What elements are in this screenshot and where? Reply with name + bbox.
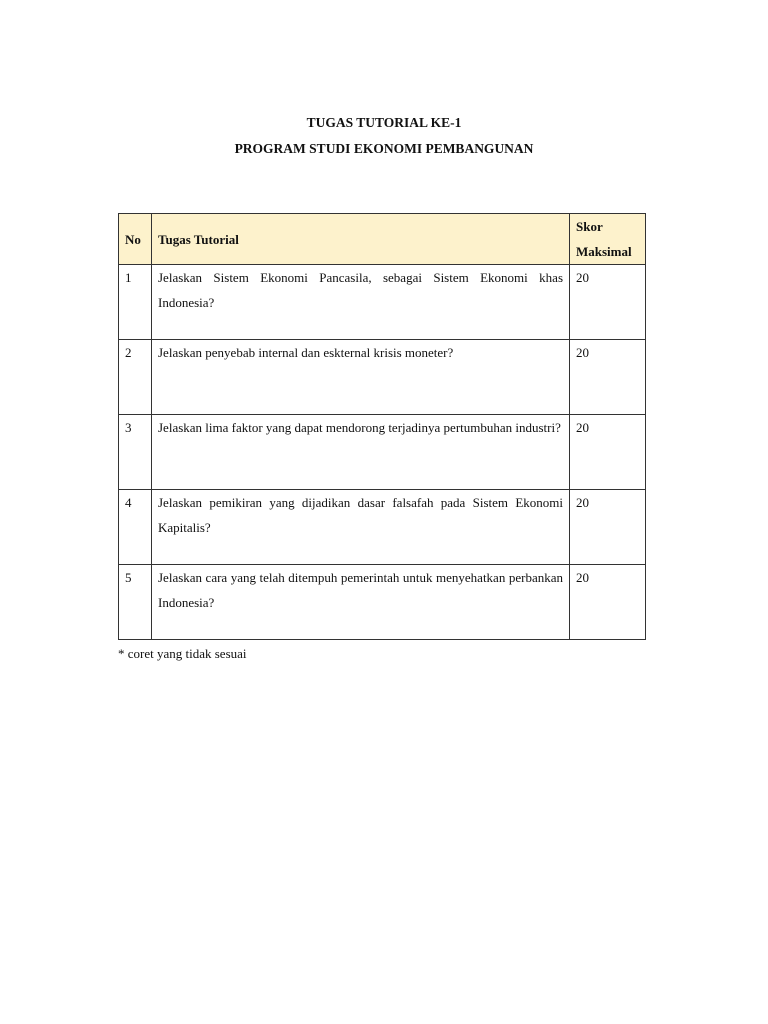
table-header-row bbox=[119, 214, 646, 265]
max-score: 20 bbox=[570, 265, 646, 340]
row-number: 5 bbox=[119, 565, 152, 640]
task-text: Jelaskan penyebab internal dan eskternal krisis moneter? bbox=[152, 340, 570, 415]
document-title: TUGAS TUTORIAL KE-1 bbox=[306, 115, 462, 130]
tutorial-table bbox=[118, 213, 646, 640]
table-row bbox=[119, 340, 646, 415]
row-number: 2 bbox=[119, 340, 152, 415]
table-body bbox=[119, 265, 646, 640]
column-header-score-line1: Skor bbox=[576, 219, 603, 234]
max-score: 20 bbox=[570, 565, 646, 640]
footnote: * coret yang tidak sesuai bbox=[118, 646, 247, 661]
max-score: 20 bbox=[570, 490, 646, 565]
table-row bbox=[119, 565, 646, 640]
task-text: Jelaskan lima faktor yang dapat mendorong terjadinya pertumbuhan industri? bbox=[152, 415, 570, 490]
column-header-task: Tugas Tutorial bbox=[152, 214, 570, 265]
task-text: Jelaskan Sistem Ekonomi Pancasila, sebagai Sistem Ekonomi khas Indonesia? bbox=[152, 265, 570, 340]
table-row bbox=[119, 415, 646, 490]
document-subtitle: PROGRAM STUDI EKONOMI PEMBANGUNAN bbox=[234, 141, 534, 156]
column-header-no: No bbox=[119, 214, 152, 265]
max-score: 20 bbox=[570, 340, 646, 415]
row-number: 1 bbox=[119, 265, 152, 340]
row-number: 3 bbox=[119, 415, 152, 490]
table-row bbox=[119, 265, 646, 340]
document-header bbox=[0, 110, 768, 162]
task-text: Jelaskan pemikiran yang dijadikan dasar falsafah pada Sistem Ekonomi Kapitalis? bbox=[152, 490, 570, 565]
table-header bbox=[119, 214, 646, 265]
column-header-score bbox=[570, 214, 646, 265]
column-header-score-line2: Maksimal bbox=[576, 244, 632, 259]
max-score: 20 bbox=[570, 415, 646, 490]
table-row bbox=[119, 490, 646, 565]
row-number: 4 bbox=[119, 490, 152, 565]
task-text: Jelaskan cara yang telah ditempuh pemerintah untuk menyehatkan perbankan Indonesia? bbox=[152, 565, 570, 640]
